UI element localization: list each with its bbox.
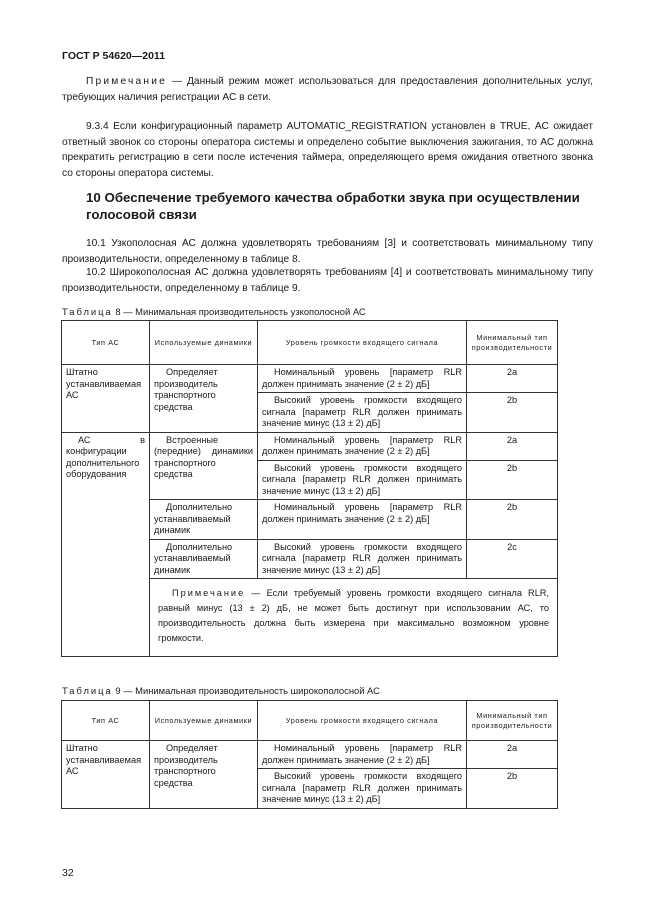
cell-perf: 2a [467,365,558,393]
paragraph-10-2: 10.2 Широкополосная АС должна удовлетворять требованиям [4] и соответствовать минимальному типу производительности, определенному в таблице 9. [62,267,593,294]
cell-level: Высокий уровень громкости входящего сигнала [параметр RLR должен принимать значение минус (13 ± 2) дБ] [258,769,467,809]
cell-type: АС в конфигурации дополнительного оборудования [62,432,150,657]
cell-perf: 2b [467,393,558,433]
table-row [62,741,558,769]
table-row [62,432,558,460]
table-8-caption-text: 8 — Минимальная производительность узкополосной АС [112,306,366,317]
table-8 [61,320,558,657]
cell-speaker: Определяет производитель транспортного средства [150,741,258,809]
cell-perf: 2a [467,432,558,460]
col-header-perf: Минимальный тип производительности [467,321,558,365]
table-8-note-label: Примечание [172,588,246,598]
cell-type: Штатно устанавливаемая АС [62,365,150,433]
table-header-row [62,321,558,365]
page-number: 32 [62,867,74,879]
col-header-level: Уровень громкости входящего сигнала [258,701,467,741]
table-8-caption [62,306,366,317]
cell-speaker: Дополнительно устанавливаемый динамик [150,500,258,540]
table-8-note-text: — Если требуемый уровень громкости входящего сигнала RLR, равный минус (13 ± 2) дБ, не может быть достигнут при использовании АС, то производительность должна быть измерена при максимально возможном уровне громкости. [158,588,549,643]
cell-perf: 2c [467,539,558,579]
cell-level: Высокий уровень громкости входящего сигнала [параметр RLR должен принимать значение минус (13 ± 2) дБ] [258,460,467,500]
paragraph-10-1: 10.1 Узкополосная АС должна удовлетворять требованиям [3] и соответствовать минимальному типу производительности, определенному в таблице 8. [62,238,593,265]
cell-speaker: Встроенные (передние) динамики транспортного средства [150,432,258,500]
table-9-caption-text: 9 — Минимальная производительность широкополосной АС [112,685,380,696]
col-header-perf: Минимальный тип производительности [467,701,558,741]
table-9-caption-label: Таблица [62,685,113,696]
paragraph-9-3-4: 9.3.4 Если конфигурационный параметр AUTOMATIC_REGISTRATION установлен в TRUE, АС ожидает ответный звонок со стороны оператора системы и определено событие выключения зажигания, то АС должна прекратить регистрацию в сети после истечения таймера, определяющего время ожидания ответного звонка со стороны оператора системы. [62,121,593,179]
col-header-type: Тип АС [62,701,150,741]
cell-speaker: Определяет производитель транспортного средства [150,365,258,433]
cell-perf: 2b [467,769,558,809]
col-header-speakers: Используемые динамики [150,701,258,741]
cell-perf: 2b [467,500,558,540]
col-header-speakers: Используемые динамики [150,321,258,365]
cell-level: Номинальный уровень [параметр RLR должен принимать значение (2 ± 2) дБ] [258,432,467,460]
cell-perf: 2a [467,741,558,769]
cell-speaker: Дополнительно устанавливаемый динамик [150,539,258,579]
note-text: — Данный режим может использоваться для предоставления дополнительных услуг, требующих наличия регистрации АС в сети. [62,76,593,103]
table-row [62,365,558,393]
cell-level: Номинальный уровень [параметр RLR должен принимать значение (2 ± 2) дБ] [258,741,467,769]
note-label: Примечание [86,76,167,87]
standard-header: ГОСТ Р 54620—2011 [62,50,166,62]
cell-level: Номинальный уровень [параметр RLR должен принимать значение (2 ± 2) дБ] [258,500,467,540]
col-header-level: Уровень громкости входящего сигнала [258,321,467,365]
table-9-caption [62,685,380,696]
cell-type: Штатно устанавливаемая АС [62,741,150,809]
table-8-caption-label: Таблица [62,306,113,317]
col-header-type: Тип АС [62,321,150,365]
section-10-heading: 10 Обеспечение требуемого качества обработки звука при осуществлении голосовой связи [86,190,580,222]
table-header-row [62,701,558,741]
table-8-note [150,579,558,657]
cell-level: Номинальный уровень [параметр RLR должен принимать значение (2 ± 2) дБ] [258,365,467,393]
cell-perf: 2b [467,460,558,500]
cell-level: Высокий уровень громкости входящего сигнала [параметр RLR должен принимать значение минус (13 ± 2) дБ] [258,393,467,433]
table-9 [61,700,558,809]
cell-level: Высокий уровень громкости входящего сигнала [параметр RLR должен принимать значение минус (13 ± 2) дБ] [258,539,467,579]
note-paragraph [62,74,593,105]
